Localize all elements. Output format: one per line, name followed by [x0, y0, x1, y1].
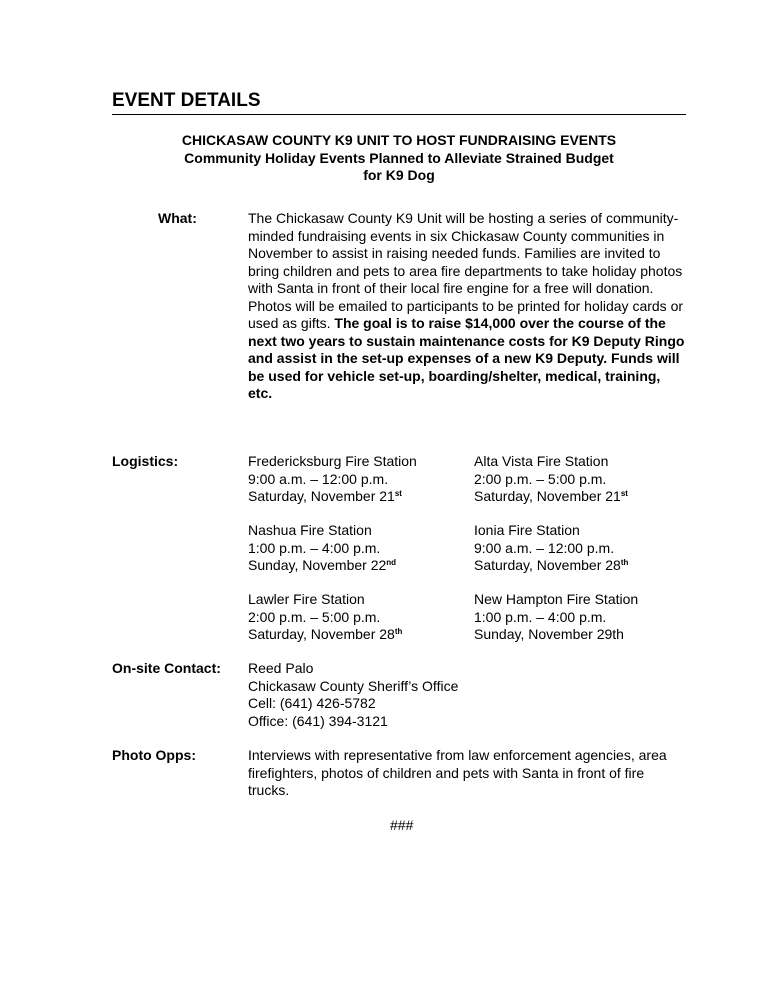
- location-name: Lawler Fire Station: [248, 591, 365, 607]
- location-date: Saturday, November 21st: [248, 488, 402, 504]
- date-suffix: st: [394, 489, 402, 498]
- what-label: What:: [158, 210, 197, 226]
- date-suffix: st: [620, 489, 628, 498]
- press-title-block: [112, 132, 686, 185]
- location-time: 1:00 p.m. – 4:00 p.m.: [474, 608, 607, 625]
- location-block: [248, 453, 417, 506]
- location-date: Saturday, November 28th: [474, 557, 629, 573]
- contact-office: Office: (641) 394-3121: [248, 712, 388, 729]
- location-date: Sunday, November 29th: [474, 626, 624, 642]
- location-time: 9:00 a.m. – 12:00 p.m.: [248, 470, 389, 487]
- title-line-3: for K9 Dog: [363, 167, 435, 183]
- photo-opps-label: Photo Opps:: [112, 747, 196, 763]
- location-block: [474, 591, 638, 644]
- heading-divider: [112, 114, 686, 115]
- contact-label: On-site Contact:: [112, 660, 221, 676]
- location-block: [248, 591, 402, 644]
- contact-name: Reed Palo: [248, 660, 314, 676]
- what-goal-text: The goal is to raise $14,000 over the course of the next two years to sustain maintenance costs for K9 Deputy Ringo and assist in the set-up expenses of a new K9 Deputy. Funds will be used for vehicle set-up, boarding/shelter, medical, training, etc.: [248, 315, 685, 401]
- location-block: [474, 522, 628, 575]
- location-time: 9:00 a.m. – 12:00 p.m.: [474, 539, 615, 556]
- location-name: Alta Vista Fire Station: [474, 453, 609, 469]
- location-name: Nashua Fire Station: [248, 522, 372, 538]
- logistics-label: Logistics:: [112, 453, 179, 469]
- location-block: [474, 453, 628, 506]
- location-time: 1:00 p.m. – 4:00 p.m.: [248, 539, 381, 556]
- location-time: 2:00 p.m. – 5:00 p.m.: [474, 470, 607, 487]
- page-heading: EVENT DETAILS: [112, 90, 261, 111]
- location-date: Saturday, November 21st: [474, 488, 628, 504]
- contact-organization: Chickasaw County Sheriff’s Office: [248, 677, 459, 694]
- location-name: Ionia Fire Station: [474, 522, 580, 538]
- date-suffix: th: [620, 558, 629, 567]
- location-block: [248, 522, 396, 575]
- what-text: The Chickasaw County K9 Unit will be hosting a series of community-minded fundraising events in six Chickasaw County communities in November to assist in raising needed funds. Families are invited to bring children and pets to area fire departments to take holiday photos with Santa in front of their local fire engine for a free will donation. Photos will be emailed to participants to be printed for holiday cards or used as gifts.: [248, 210, 684, 331]
- location-name: New Hampton Fire Station: [474, 591, 639, 607]
- what-description: [248, 210, 688, 403]
- end-mark: ###: [390, 817, 414, 833]
- date-suffix: th: [394, 627, 403, 636]
- location-date: Saturday, November 28th: [248, 626, 403, 642]
- location-date: Sunday, November 22nd: [248, 557, 397, 573]
- title-line-2: Community Holiday Events Planned to Alleviate Strained Budget: [184, 149, 614, 166]
- contact-cell: Cell: (641) 426-5782: [248, 695, 376, 711]
- photo-opps-text: Interviews with representative from law enforcement agencies, area firefighters, photos of children and pets with Santa in front of fire trucks.: [248, 747, 667, 798]
- location-name: Fredericksburg Fire Station: [248, 453, 417, 469]
- contact-block: [248, 660, 458, 730]
- location-time: 2:00 p.m. – 5:00 p.m.: [248, 608, 381, 625]
- date-suffix: nd: [386, 558, 397, 567]
- title-line-1: CHICKASAW COUNTY K9 UNIT TO HOST FUNDRAISING EVENTS: [181, 132, 617, 148]
